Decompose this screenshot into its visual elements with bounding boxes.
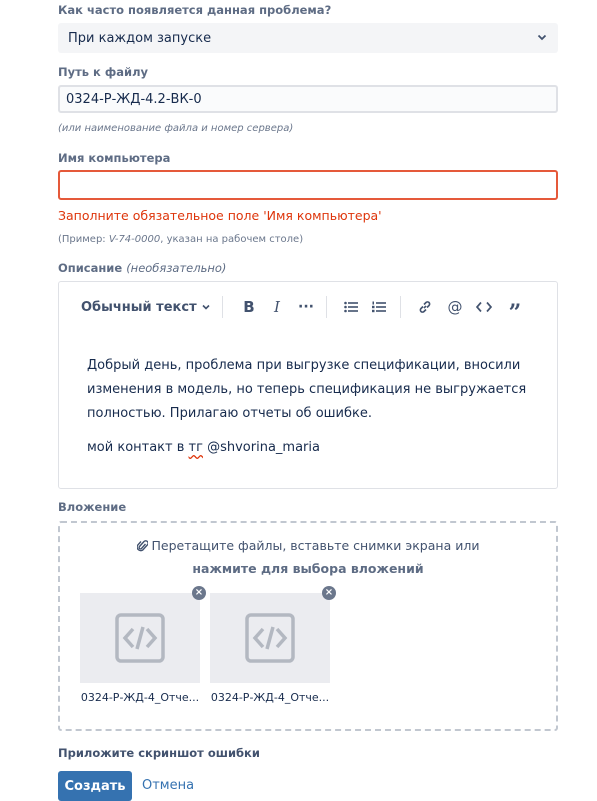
toolbar-divider xyxy=(326,296,327,318)
browse-attachments-link[interactable]: нажмите для выбора вложений xyxy=(192,561,424,576)
attachment-thumbnail[interactable] xyxy=(210,587,334,704)
attachment-hint: Приложите скриншот ошибки xyxy=(58,746,260,760)
description-content[interactable] xyxy=(87,354,527,460)
create-button[interactable]: Создать xyxy=(58,771,132,801)
dropzone-instructions: Перетащите файлы, вставьте снимки экрана или xyxy=(60,538,556,553)
description-paragraph: Добрый день, проблема при выгрузке спецификации, вносили изменения в модель, но теперь спецификация не выгружается полностью. Прилагаю отчеты об ошибке. xyxy=(87,358,527,421)
remove-attachment-icon[interactable]: × xyxy=(192,586,206,600)
file-path-hint: (или наименование файла и номер сервера) xyxy=(58,123,294,134)
computer-name-hint: (Пример: V-74-0000, указан на рабочем столе) xyxy=(58,234,304,245)
frequency-selected-value: При каждом запуске xyxy=(68,30,212,46)
italic-button[interactable]: I xyxy=(274,298,280,316)
attachment-filename: 0324-Р-ЖД-4_Отче... xyxy=(210,691,330,704)
file-code-icon xyxy=(245,613,295,663)
description-paragraph: мой контакт в тг @shvorina_maria xyxy=(87,440,320,455)
bullet-list-icon[interactable] xyxy=(341,294,361,320)
more-formatting-button[interactable]: ··· xyxy=(298,299,314,315)
toolbar-divider xyxy=(400,296,401,318)
toolbar-divider xyxy=(222,296,223,318)
link-icon[interactable] xyxy=(415,294,435,320)
file-path-input[interactable] xyxy=(58,85,558,113)
computer-name-label: Имя компьютера xyxy=(58,151,171,165)
description-optional: (необязательно) xyxy=(126,261,227,275)
computer-name-input[interactable] xyxy=(58,170,558,200)
editor-toolbar xyxy=(59,294,557,326)
frequency-select[interactable] xyxy=(58,23,558,53)
cancel-link[interactable]: Отмена xyxy=(142,778,195,793)
file-code-icon xyxy=(115,613,165,663)
chevron-down-icon xyxy=(536,31,548,46)
misspelled-word: тг xyxy=(188,440,203,455)
quote-icon[interactable]: ” xyxy=(508,300,522,326)
file-path-label: Путь к файлу xyxy=(58,65,149,79)
attachment-filename: 0324-Р-ЖД-4_Отче... xyxy=(80,691,200,704)
chevron-down-icon xyxy=(201,302,211,312)
paperclip-icon xyxy=(137,539,148,552)
computer-name-error: Заполните обязательное поле 'Имя компьютера' xyxy=(58,208,382,223)
text-style-dropdown[interactable]: Обычный текст xyxy=(81,294,211,320)
bold-button[interactable]: B xyxy=(243,298,255,316)
code-icon[interactable] xyxy=(473,294,495,320)
description-editor[interactable] xyxy=(58,281,558,489)
mention-icon[interactable]: @ xyxy=(447,298,463,316)
attachment-thumbnail[interactable] xyxy=(80,587,204,704)
remove-attachment-icon[interactable]: × xyxy=(322,586,336,600)
numbered-list-icon[interactable] xyxy=(369,294,389,320)
description-label: Описание (необязательно) xyxy=(58,261,227,275)
attachment-label: Вложение xyxy=(58,500,127,514)
attachment-dropzone[interactable] xyxy=(58,521,558,731)
frequency-label: Как часто появляется данная проблема? xyxy=(58,3,332,17)
